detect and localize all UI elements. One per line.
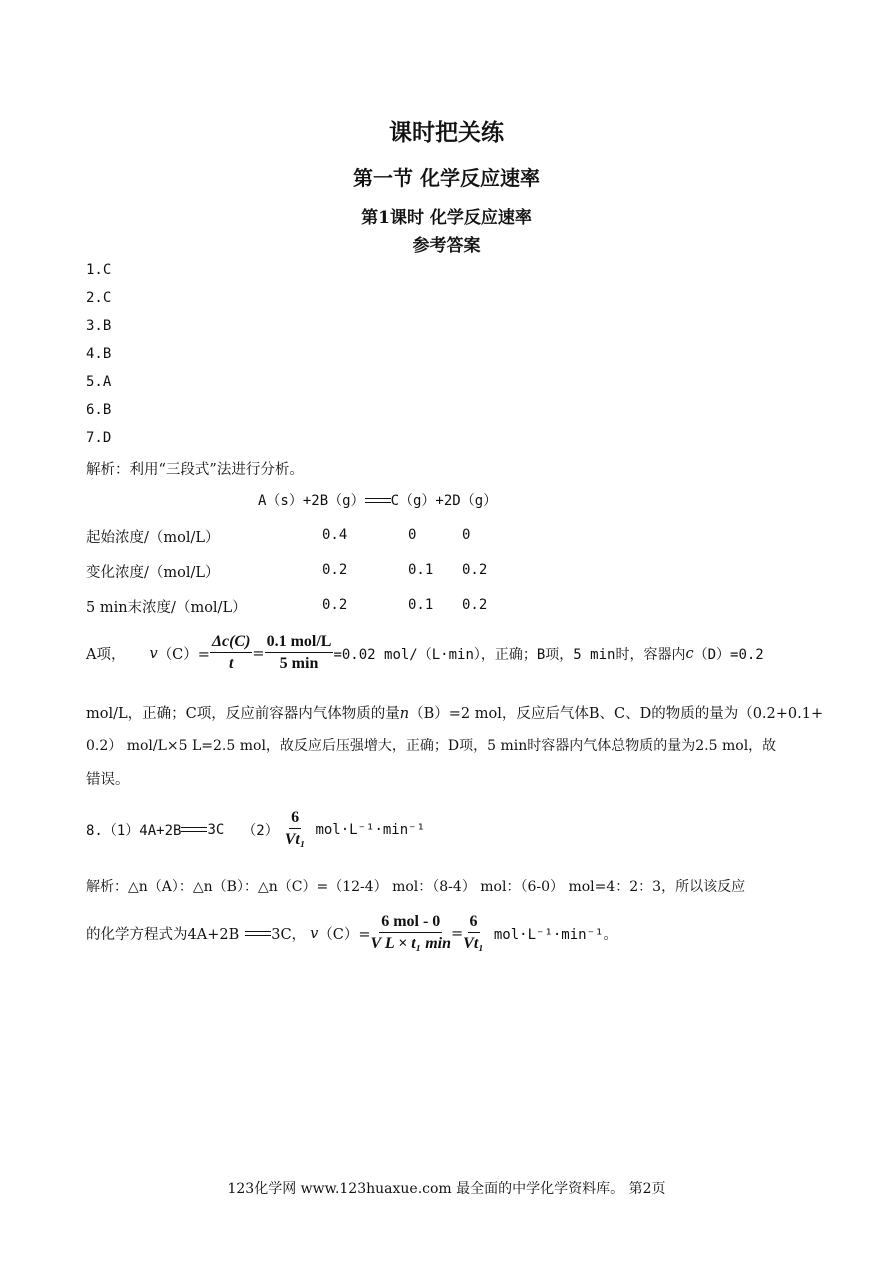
q7-line-3: 0.2） mol/L×5 L=2.5 mol，故反应后压强增大，正确；D项，5 min时容器内气体总物质的量为2.5 mol，故 [86,738,777,754]
q8-fraction-numerator: 6 [289,808,301,829]
value-fraction-denominator: 5 min [279,655,319,672]
q7-reaction [258,490,497,510]
row-final-d: 0.2 [462,597,488,613]
row-final-c: 0.1 [408,597,434,613]
para-a-rest: =0.02 mol/（L·min），正确；B项，5 min时，容器内 [333,646,686,663]
row-change-c: 0.1 [408,562,434,578]
answer-1: 1.C [86,262,112,278]
value-fraction-numerator: 0.1 mol/L [265,632,334,653]
value-fraction [265,632,334,675]
q8-fraction-a-numerator: 6 mol - 0 [379,912,442,933]
answer-6: 6.B [86,402,112,418]
reaction-reactants: A（s）+2B（g） [258,493,365,509]
answer-3: 3.B [86,318,112,334]
answer-key-subtitle: 参考答案 [412,236,481,256]
rate-fraction-denominator: t [228,655,234,672]
line2-part-b: （B）=2 mol，反应后气体B、C、D的物质的量为（0.2+0.1+ [409,706,824,722]
answer-2: 2.C [86,290,112,306]
v-symbol: v [149,645,158,662]
q8-line2-part-b: 3C， [271,927,307,943]
row-initial-d: 0 [462,527,471,543]
q8-line2-part-a: 的化学方程式为4A+2B [86,927,240,943]
q7-analysis-intro: 解析：利用“三段式”法进行分析。 [86,462,304,478]
q8-analysis-line-2 [86,912,617,955]
q8-analysis-line-1: 解析：△n（A）：△n（B）：△n（C）=（12-4） mol：（8-4） mol：（6-0） mol=4：2：3，所以该反应 [86,879,746,895]
page-footer: 123化学网 www.123huaxue.com 最全面的中学化学资料库。 第2页 [227,1181,666,1197]
equilibrium-arrow-icon [365,497,391,505]
row-change-d: 0.2 [462,562,488,578]
v-c-label: （C）= [157,647,210,663]
equilibrium-arrow-icon [245,930,271,938]
answer-7: 7.D [86,430,112,446]
answer-8 [86,808,425,851]
q8-prefix: 8.（1）4A+2B [86,822,182,839]
row-initial-c: 0 [408,527,417,543]
q8-part2: （2） [242,822,279,839]
rate-fraction-numerator: Δc(C) [210,632,252,653]
line2-part-a: mol/L，正确；C项，反应前容器内气体物质的量 [86,706,400,722]
v-symbol: v [310,925,319,942]
row-initial-label: 起始浓度/（mol/L） [86,530,220,546]
n-symbol: n [399,706,410,722]
q8-fraction-a-denominator: V L × t₁ min [370,935,452,952]
q8-fraction [285,808,306,851]
equals-sign: = [451,925,464,942]
row-change-b: 0.2 [322,562,348,578]
para-a-prefix: A项， [86,647,126,663]
para-a-end: （D）=0.2 [693,646,764,663]
q7-line-4: 错误。 [86,772,130,788]
section-title: 第一节 化学反应速率 [353,166,540,190]
q8-v-c-label: （C）= [318,927,371,943]
row-change-label: 变化浓度/（mol/L） [86,565,220,581]
q7-paragraph-a [86,632,764,675]
answer-5: 5.A [86,374,112,390]
answer-4: 4.B [86,346,112,362]
c-symbol: c [685,645,694,662]
q7-line-2 [86,702,823,723]
row-final-label: 5 min末浓度/（mol/L） [86,600,247,616]
row-initial-b: 0.4 [322,527,348,543]
equals-sign: = [252,645,265,662]
rate-fraction [210,632,252,675]
q8-fraction-b [463,912,484,955]
q8-product: 3C [207,821,225,838]
page-title: 课时把关练 [389,119,504,146]
q8-unit: mol·L⁻¹·min⁻¹ [315,821,426,838]
q8-unit-end: mol·L⁻¹·min⁻¹。 [493,926,618,943]
q8-fraction-denominator: Vt₁ [284,831,306,848]
q8-fraction-b-denominator: Vt₁ [463,935,484,952]
q8-fraction-b-numerator: 6 [468,912,480,933]
lesson-title: 第1课时 化学反应速率 [361,208,532,228]
q8-fraction-a [371,912,452,955]
equilibrium-arrow-icon [181,826,207,834]
reaction-products: C（g）+2D（g） [390,493,498,509]
row-final-b: 0.2 [322,597,348,613]
